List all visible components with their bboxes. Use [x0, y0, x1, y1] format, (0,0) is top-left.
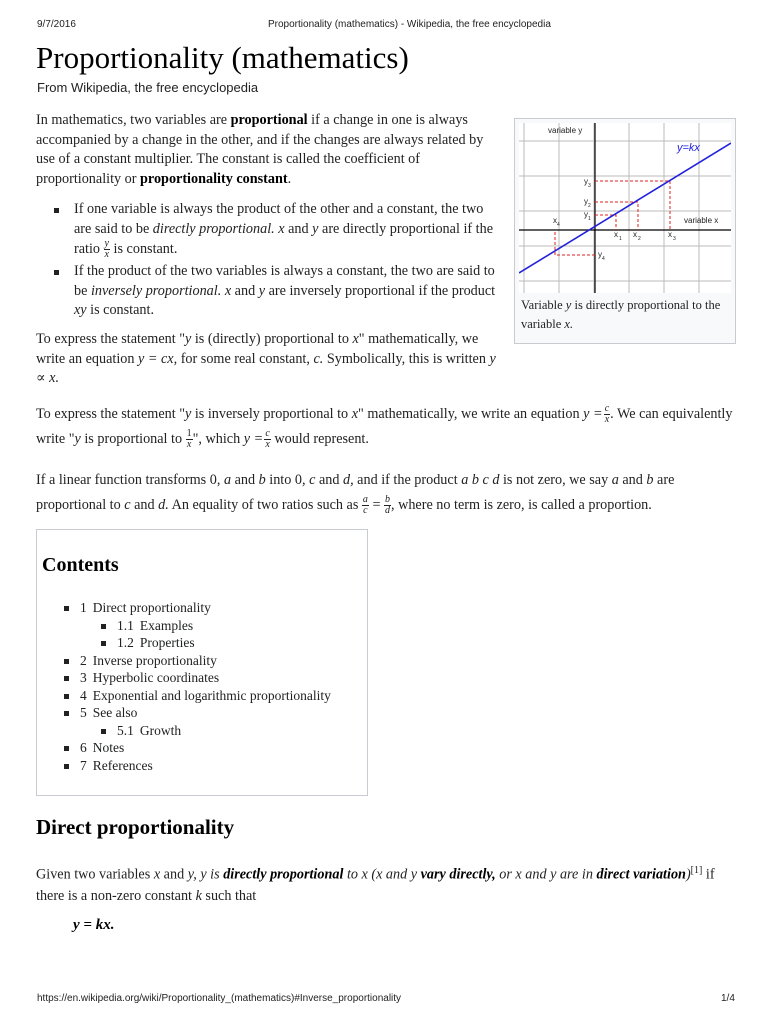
line-label: y=kx [677, 142, 700, 154]
print-url: https://en.wikipedia.org/wiki/Proportionality_(mathematics)#Inverse_proportionality [37, 993, 402, 1004]
y1-tick-label: y [584, 210, 588, 219]
x-axis-label: variable x [684, 216, 719, 225]
toc-item-exponential-logarithmic[interactable]: 4 Exponential and logarithmic proportionality [37, 687, 331, 705]
toc-item-references[interactable]: 7 References [37, 757, 331, 775]
x3-tick-label: x [668, 230, 672, 239]
direct-statement-paragraph: To express the statement "y is (directly) proportional to x" mathematically, we write an equation y = cx, for some real constant, c. Symbolically, this is written y ∝ x. [36, 331, 496, 386]
y-axis-label: variable y [548, 126, 583, 135]
proportionality-constant-link[interactable]: proportionality constant [140, 170, 288, 187]
toc-item-direct-proportionality[interactable]: 1 Direct proportionality [37, 599, 331, 617]
figure-box [514, 118, 736, 344]
x1-tick-sub: 1 [619, 236, 622, 242]
y3-tick-sub: 3 [588, 183, 591, 189]
toc-item-notes[interactable]: 6 Notes [37, 739, 331, 757]
toc-item-properties[interactable]: 1.2 Properties [37, 634, 331, 652]
proportion-types-list [36, 200, 496, 323]
one-over-x-fraction: $\frac{1}{x}$ [186, 428, 192, 451]
y1-tick-sub: 1 [588, 216, 591, 222]
toc-item-inverse-proportionality[interactable]: 2 Inverse proportionality [37, 652, 331, 670]
list-item: If the product of the two variables is always a constant, the two are said to be inversely proportional. x and y are inversely proportional if the product xy is constant. [36, 262, 496, 321]
y4-tick-label: y [598, 250, 602, 259]
article-source: From Wikipedia, the free encyclopedia [37, 80, 259, 95]
x3-tick-sub: 3 [673, 236, 676, 242]
page-title: Proportionality (mathematics) [36, 40, 409, 75]
y4-tick-sub: 4 [602, 256, 605, 262]
directly-proportional-term: directly proportional [223, 866, 344, 883]
print-page-number: 1/4 [721, 993, 735, 1004]
y2-tick-label: y [584, 197, 588, 206]
y2-tick-sub: 2 [588, 203, 591, 209]
toc-title: Contents [42, 554, 119, 576]
intro-paragraph: In mathematics, two variables are proportional if a change in one is always accompanied by a change in the other, and if the changes are always related by use of a constant multiplier. The constant is called the coefficient of proportionality or proportionality constant. [36, 112, 484, 187]
print-date: 9/7/2016 [37, 19, 76, 30]
ratio-fraction: $\frac{y}{x}$ [104, 238, 109, 260]
table-of-contents [36, 529, 368, 796]
x4-tick-sub: 4 [557, 222, 560, 228]
toc-item-hyperbolic-coordinates[interactable]: 3 Hyperbolic coordinates [37, 669, 331, 687]
toc-item-see-also[interactable]: 5 See also [37, 704, 331, 722]
c-over-x-fraction: $\frac{c}{x}$ [604, 403, 610, 426]
reference-link[interactable]: [1] [690, 865, 703, 876]
proportional-link[interactable]: proportional [230, 112, 308, 128]
direct-equation: y = kx. [73, 917, 115, 933]
x1-tick-label: x [614, 230, 618, 239]
x2-tick-label: x [633, 230, 637, 239]
c-over-x-fraction-2: $\frac{c}{x}$ [265, 428, 270, 451]
print-page-title: Proportionality (mathematics) - Wikipedia, the free encyclopedia [268, 19, 551, 30]
section-heading-direct-proportionality: Direct proportionality [36, 815, 235, 839]
y3-tick-label: y [584, 177, 588, 186]
inverse-statement-paragraph: To express the statement "y is inversely proportional to x" mathematically, we write an equation y = $\frac{c}{x}$ . We can equivalently write "y is proportional to $\frac{1}{x}$ ", which y = $\frac{c}{x}$ would represent. [36, 403, 733, 451]
toc-item-growth[interactable]: 5.1 Growth [37, 722, 331, 740]
proportion-definition-paragraph: If a linear function transforms 0, a and b into 0, c and d, and if the product a b c d is not zero, we say a and b are proportional to c and d. An equality of two ratios such as $\frac{a}{c}$ = $\frac{b}{d}$ , where no term is zero, is called a proportion. [36, 472, 675, 517]
b-over-d-fraction: $\frac{b}{d}$ [385, 494, 390, 517]
figure-caption: Variable y is directly proportional to the variable x. [521, 298, 721, 331]
list-item: If one variable is always the product of the other and a constant, the two are said to be directly proportional. x and y are directly proportional if the ratio $\frac{y}{x}$ is constant. [36, 200, 496, 260]
proportionality-graph[interactable] [519, 123, 731, 293]
x2-tick-sub: 2 [638, 236, 641, 242]
x4-tick-label: x [553, 216, 557, 225]
toc-list [37, 599, 331, 774]
direct-definition-paragraph: Given two variables x and y, y is directly proportional to x (x and y vary directly, or x and y are in direct variation)[1] if there is a non-zero constant k such that [36, 865, 715, 904]
toc-item-examples[interactable]: 1.1 Examples [37, 617, 331, 635]
a-over-c-fraction: $\frac{a}{c}$ [362, 494, 368, 517]
